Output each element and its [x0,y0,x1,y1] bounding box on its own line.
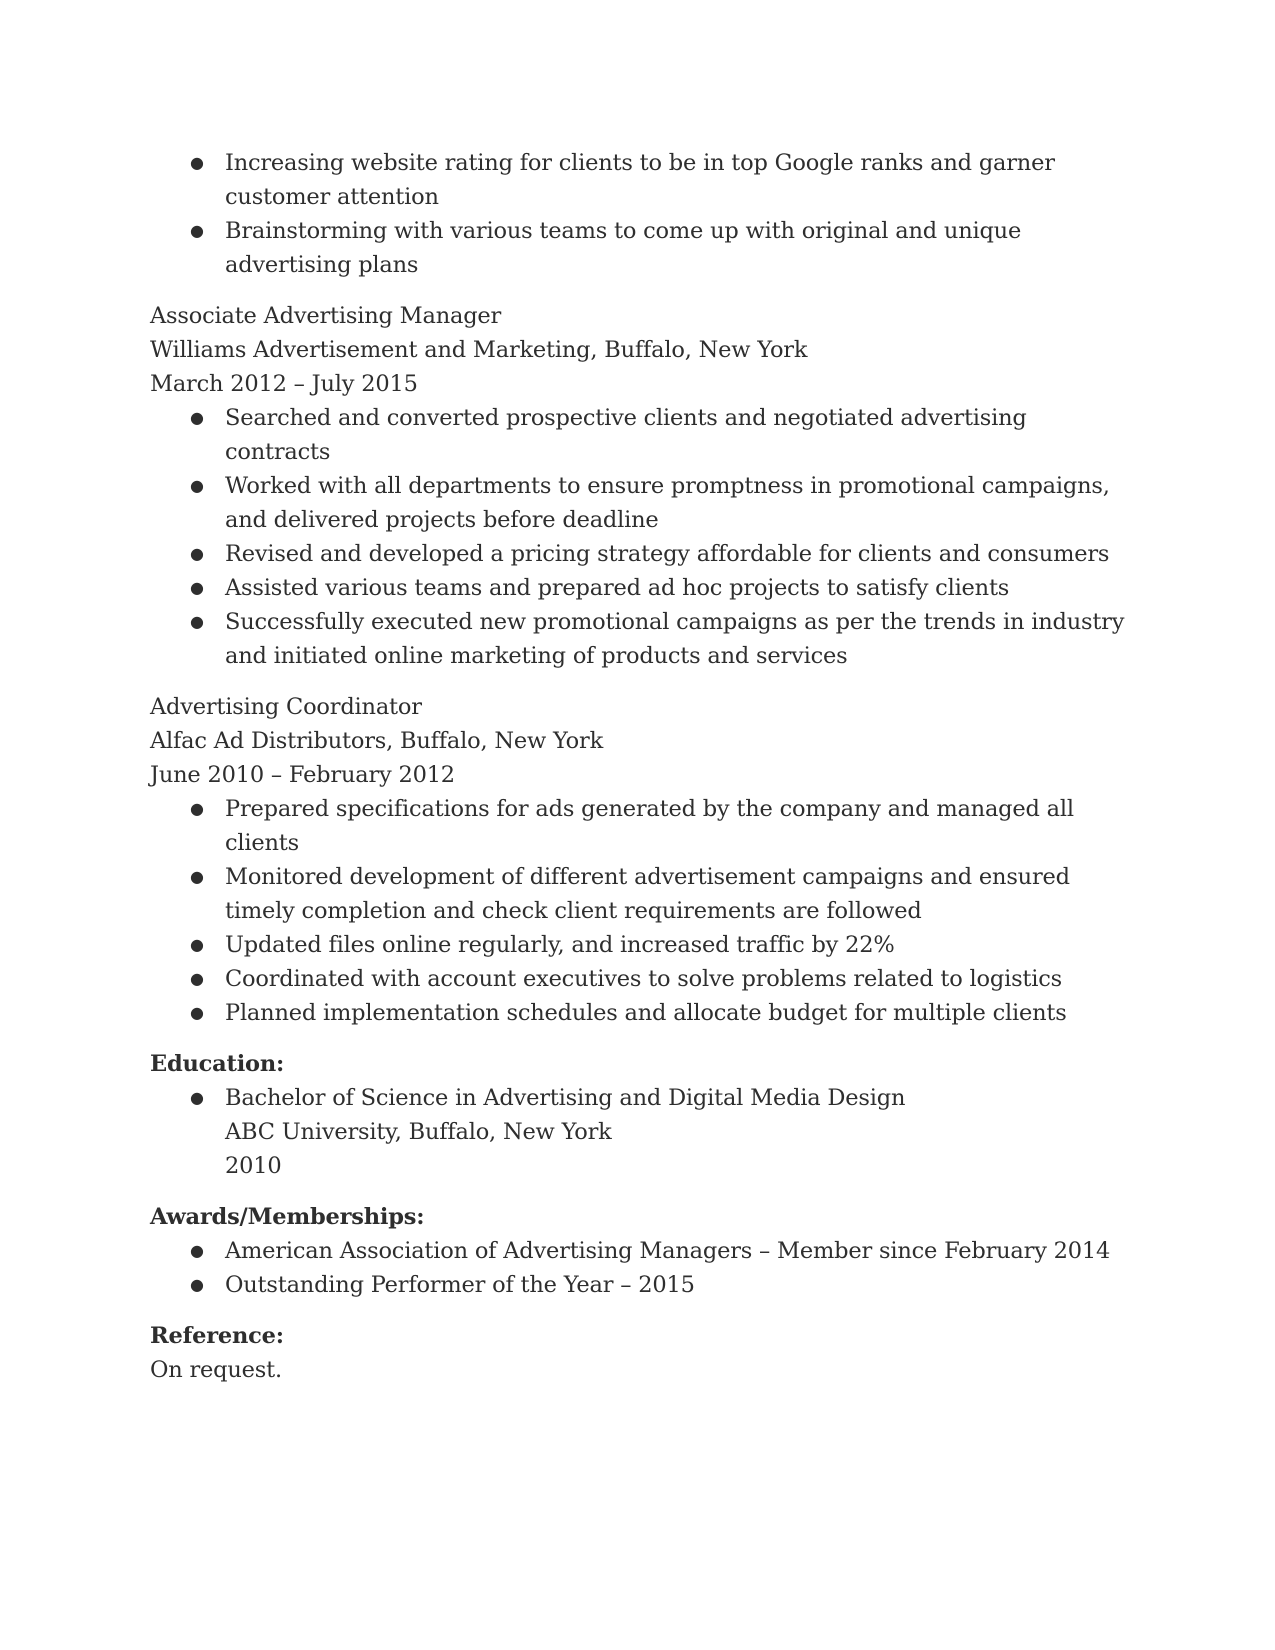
resume-content [150,146,1130,1387]
list-item [150,860,1130,928]
job-dates: June 2010 – February 2012 [150,762,455,788]
bullet-text: Updated files online regularly, and increased traffic by 22% [225,932,895,958]
bullet-text: Monitored development of different advertisement campaigns and ensured timely completion and check client requirements are followed [225,864,1070,924]
job-title: Advertising Coordinator [150,694,422,720]
list-item [150,146,1130,214]
bullet-text: Planned implementation schedules and allocate budget for multiple clients [225,1000,1067,1026]
education-degree: Bachelor of Science in Advertising and Digital Media Design [225,1085,906,1111]
education-heading: Education: [150,1051,285,1077]
list-item [150,962,1130,996]
bullet-text: Brainstorming with various teams to come up with original and unique advertising plans [225,218,1022,278]
list-item [150,605,1130,673]
list-item [150,792,1130,860]
list-item [150,1268,1130,1302]
list-item [150,401,1130,469]
bullet-icon: ● [190,799,204,818]
bullet-text: Successfully executed new promotional campaigns as per the trends in industry and initiated online marketing of products and services [225,609,1125,669]
job-entry [150,690,1130,1030]
bullet-icon: ● [190,578,204,597]
list-item [150,571,1130,605]
bullet-text: Revised and developed a pricing strategy affordable for clients and consumers [225,541,1110,567]
bullet-icon: ● [190,612,204,631]
list-item [150,996,1130,1030]
bullet-icon: ● [190,544,204,563]
education-year: 2010 [225,1153,282,1179]
reference-section [150,1319,1130,1387]
list-item [150,469,1130,537]
bullet-text: Prepared specifications for ads generated by the company and managed all clients [225,796,1074,856]
awards-section [150,1200,1130,1302]
list-item [150,928,1130,962]
bullet-text: Worked with all departments to ensure promptness in promotional campaigns, and delivered projects before deadline [225,473,1110,533]
education-list [150,1081,1130,1183]
list-item [150,1234,1130,1268]
bullet-icon: ● [190,935,204,954]
bullet-text: American Association of Advertising Managers – Member since February 2014 [225,1238,1111,1264]
education-section [150,1047,1130,1183]
job-company: Williams Advertisement and Marketing, Buffalo, New York [150,337,808,363]
list-item [150,1081,1130,1183]
job-bullet-list [150,401,1130,673]
bullet-icon: ● [190,969,204,988]
bullet-text: Coordinated with account executives to solve problems related to logistics [225,966,1063,992]
bullet-text: Searched and converted prospective clients and negotiated advertising contracts [225,405,1027,465]
awards-list [150,1234,1130,1302]
awards-heading: Awards/Memberships: [150,1204,425,1230]
bullet-icon: ● [190,867,204,886]
list-item [150,214,1130,282]
job-entry [150,299,1130,673]
bullet-icon: ● [190,476,204,495]
bullet-icon: ● [190,1003,204,1022]
job-title: Associate Advertising Manager [150,303,502,329]
list-item [150,537,1130,571]
job-dates: March 2012 – July 2015 [150,371,418,397]
bullet-icon: ● [190,221,204,240]
education-school: ABC University, Buffalo, New York [225,1119,612,1145]
bullet-text: Assisted various teams and prepared ad hoc projects to satisfy clients [225,575,1010,601]
reference-text: On request. [150,1357,282,1383]
bullet-text: Outstanding Performer of the Year – 2015 [225,1272,695,1298]
bullet-text: Increasing website rating for clients to be in top Google ranks and garner customer attention [225,150,1055,210]
intro-bullet-list [150,146,1130,282]
reference-heading: Reference: [150,1323,284,1349]
bullet-icon: ● [190,153,204,172]
job-bullet-list [150,792,1130,1030]
bullet-icon: ● [190,1275,204,1294]
job-company: Alfac Ad Distributors, Buffalo, New York [150,728,603,754]
bullet-icon: ● [190,1088,204,1107]
bullet-icon: ● [190,408,204,427]
bullet-icon: ● [190,1241,204,1260]
